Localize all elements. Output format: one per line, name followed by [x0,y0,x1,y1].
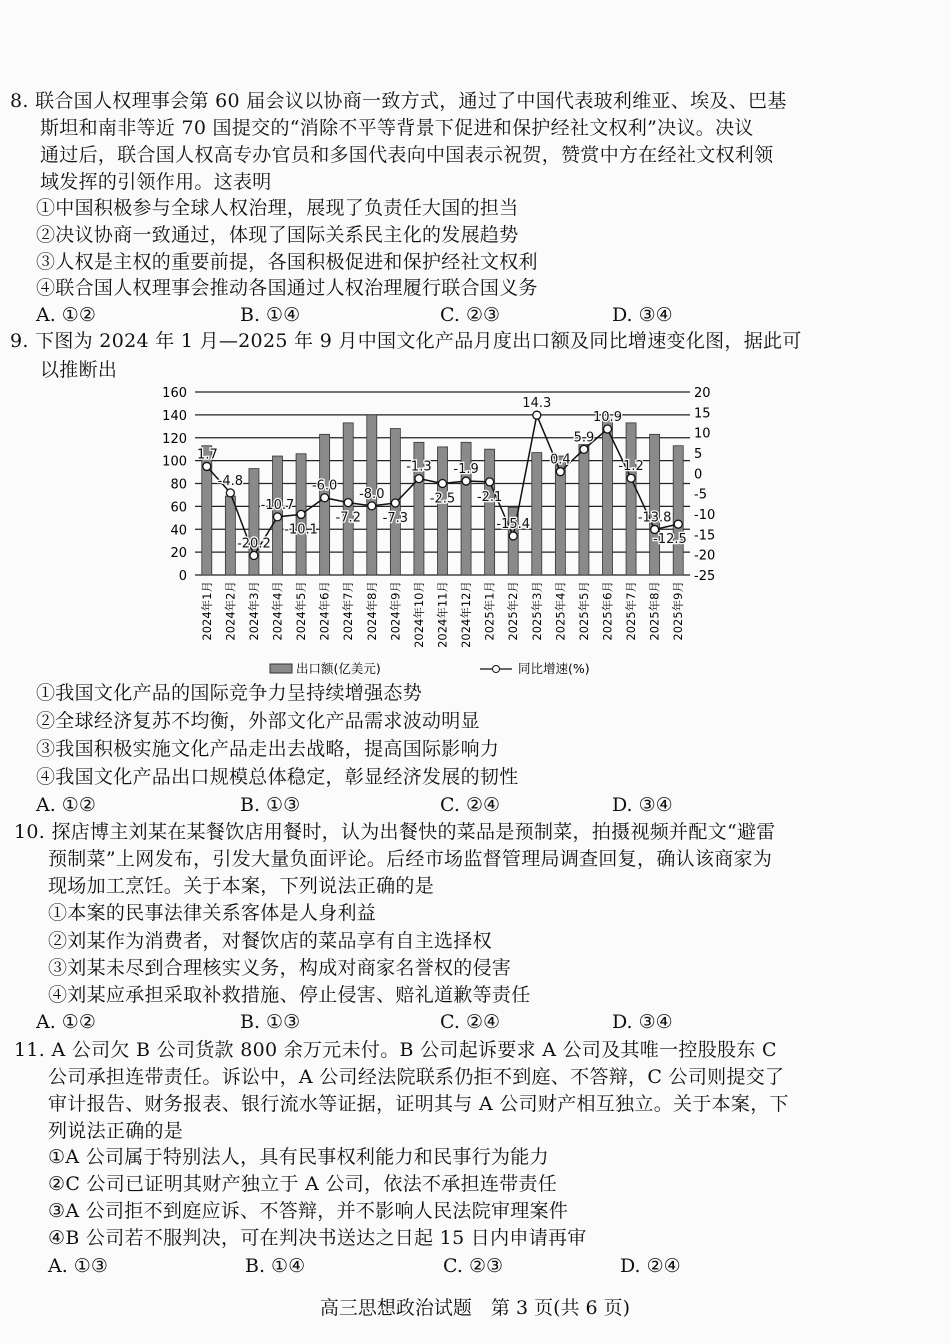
bar-export [485,449,495,575]
x-tick-label: 2024年8月 [364,581,379,641]
x-tick-label: 2025年5月 [576,581,591,641]
left-tick-label: 40 [170,523,187,539]
growth-point [344,499,352,507]
growth-point [439,480,447,488]
growth-point [226,489,234,497]
question-text-line: 斯坦和南非等近 70 国提交的“消除不平等背景下促进和保护经社文权利”决议。决议 [40,117,754,139]
growth-data-label: 14.3 [522,396,552,412]
statement-item: ③刘某未尽到合理核实义务，构成对商家名誉权的侵害 [48,957,512,979]
answer-option[interactable]: B. ①④ [240,304,301,326]
growth-data-label: -8.0 [359,486,385,502]
answer-option[interactable]: C. ②④ [440,794,501,816]
right-tick-label: -10 [694,508,716,523]
x-tick-label: 2025年7月 [624,581,639,641]
growth-data-label: -10.1 [284,522,318,538]
growth-point [462,477,470,485]
growth-data-label: 5.9 [573,430,595,446]
statement-item: ③我国积极实施文化产品走出去战略，提高国际影响力 [36,738,500,760]
growth-data-label: 1.7 [197,447,218,463]
statement-item: ④B 公司若不服判决，可在判决书送达之日起 15 日内申请再审 [48,1227,587,1249]
left-tick-label: 100 [162,454,187,470]
left-tick-label: 60 [170,500,187,516]
growth-point [509,532,517,540]
left-tick-label: 0 [178,569,187,584]
statement-item: ①本案的民事法律关系客体是人身利益 [48,902,377,924]
left-tick-label: 20 [170,546,187,562]
answer-option[interactable]: B. ①③ [240,794,301,816]
left-tick-label: 120 [162,431,187,447]
bar-export [626,423,636,575]
answer-option[interactable]: D. ③④ [612,794,673,816]
growth-data-label: -6.0 [311,478,338,494]
x-tick-label: 2024年5月 [294,581,309,641]
growth-point [391,499,399,507]
right-tick-label: 10 [694,426,711,442]
growth-data-label: -12.5 [653,532,687,548]
statement-item: ①我国文化产品的国际竞争力呈持续增强态势 [36,682,423,704]
growth-point [580,445,588,453]
answer-options [0,1255,950,1277]
question-text-line: 9. 下图为 2024 年 1 月—2025 年 9 月中国文化产品月度出口额及同比增速变化图，据此可 [10,330,802,352]
x-tick-label: 2025年6月 [600,581,615,641]
growth-point [297,510,305,518]
x-tick-label: 2024年12月 [459,581,474,648]
statement-item: ③人权是主权的重要前提，各国积极促进和保护经社文权利 [36,251,538,273]
statement-item: ③A 公司拒不到庭应诉、不答辩，并不影响人民法院审理案件 [48,1200,569,1222]
bar-export [320,434,330,575]
right-tick-label: -15 [694,528,716,544]
statement-item: ④我国文化产品出口规模总体稳定，彰显经济发展的韧性 [36,766,519,788]
question-text-line: 列说法正确的是 [48,1120,184,1142]
statement-item: ②C 公司已证明其财产独立于 A 公司，依法不承担连带责任 [48,1173,558,1195]
legend-bar-swatch [270,664,292,673]
question-text-line: 10. 探店博主刘某在某餐饮店用餐时，认为出餐快的菜品是预制菜，拍摄视频并配文“避雷 [14,821,776,843]
left-tick-label: 160 [162,386,187,401]
answer-option[interactable]: B. ①③ [240,1011,301,1033]
left-tick-label: 80 [170,477,187,493]
growth-point [368,502,376,510]
growth-data-label: -1.3 [406,459,432,475]
growth-point [415,475,423,483]
right-tick-label: -5 [694,487,707,503]
statement-item: ①A 公司属于特别法人，具有民事权利能力和民事行为能力 [48,1146,549,1168]
answer-option[interactable]: B. ①④ [245,1255,306,1277]
answer-option[interactable]: A. ①③ [48,1255,108,1277]
x-tick-label: 2024年1月 [199,581,214,641]
statement-item: ②全球经济复苏不均衡，外部文化产品需求波动明显 [36,710,480,732]
bar-export [650,434,660,575]
growth-data-label: -7.2 [335,510,361,526]
bar-export [438,447,448,575]
answer-option[interactable]: A. ①② [36,1011,96,1033]
legend-line-label: 同比增速(%) [518,661,590,676]
x-tick-label: 2024年4月 [270,581,285,641]
question-text-line: 11. A 公司欠 B 公司货款 800 余万元未付。B 公司起诉要求 A 公司及其唯一控股股东 C [14,1039,777,1061]
x-tick-label: 2025年1月 [482,581,497,641]
x-tick-label: 2024年6月 [317,581,332,641]
growth-data-label: -20.2 [237,536,271,552]
growth-point [627,474,635,482]
page-footer: 高三思想政治试题 第 3 页(共 6 页) [319,1297,631,1319]
question-text-line: 预制菜”上网发布，引发大量负面评论。后经市场监督管理局调查回复，确认该商家为 [48,848,773,870]
statement-item: ④联合国人权理事会推动各国通过人权治理履行联合国义务 [36,277,538,299]
x-tick-label: 2025年8月 [647,581,662,641]
answer-option[interactable]: A. ①② [36,304,96,326]
answer-option[interactable]: D. ③④ [612,1011,673,1033]
export-chart [150,380,750,680]
right-tick-label: 5 [694,447,703,462]
growth-point [604,425,612,433]
question-text-line: 以推断出 [40,359,118,381]
x-tick-label: 2025年4月 [553,581,568,641]
bar-export [532,453,542,575]
growth-point [486,478,494,486]
bar-export [673,446,683,575]
growth-data-label: 10.9 [593,410,622,426]
answer-option[interactable]: D. ②④ [620,1255,681,1277]
statement-item: ④刘某应承担采取补救措施、停止侵害、赔礼道歉等责任 [48,984,531,1006]
right-tick-label: 20 [694,386,711,401]
answer-option[interactable]: A. ①② [36,794,96,816]
answer-option[interactable]: C. ②③ [443,1255,504,1277]
growth-point [556,468,564,476]
question-text-line: 公司承担连带责任。诉讼中，A 公司经法院联系仍拒不到庭、不答辩，C 公司则提交了 [48,1066,785,1088]
statement-item: ②刘某作为消费者，对餐饮店的菜品享有自主选择权 [48,930,492,952]
growth-point [533,411,541,419]
x-tick-label: 2024年11月 [435,581,450,648]
growth-data-label: -13.8 [637,510,672,526]
legend-line-marker [493,666,500,673]
legend-bar-label: 出口额(亿美元) [296,661,381,676]
answer-options [0,794,950,816]
x-tick-label: 2024年7月 [341,581,356,641]
growth-point [274,513,282,521]
growth-point [674,520,682,528]
x-tick-label: 2025年9月 [671,581,686,641]
answer-options [0,1011,950,1033]
growth-data-label: -7.3 [382,511,409,527]
x-tick-label: 2024年9月 [388,581,403,641]
answer-option[interactable]: C. ②④ [440,1011,501,1033]
right-tick-label: -25 [694,569,716,584]
question-text-line: 域发挥的引领作用。这表明 [40,171,272,193]
left-tick-label: 140 [162,408,187,424]
question-text-line: 现场加工烹饪。关于本案，下列说法正确的是 [48,875,435,897]
growth-data-label: -2.5 [429,491,456,507]
x-tick-label: 2024年2月 [223,581,238,641]
growth-data-label: 0.4 [550,452,571,468]
bar-export [225,496,235,575]
growth-data-label: -2.1 [476,489,503,505]
answer-options [0,304,950,326]
question-text-line: 审计报告、财务报表、银行流水等证据，证明其与 A 公司财产相互独立。关于本案，下 [48,1093,789,1115]
question-text-line: 8. 联合国人权理事会第 60 届会议以协商一致方式，通过了中国代表玻利维亚、埃及、巴基 [10,90,787,112]
growth-data-label: -1.2 [618,459,644,475]
growth-point [203,462,211,470]
growth-data-label: -10.7 [260,497,295,513]
answer-option[interactable]: D. ③④ [612,304,673,326]
bar-export [579,445,589,575]
statement-item: ②决议协商一致通过，体现了国际关系民主化的发展趋势 [36,224,519,246]
right-tick-label: 0 [694,467,703,483]
growth-data-label: -4.8 [217,473,244,489]
growth-data-label: -15.4 [496,516,531,532]
x-tick-label: 2024年10月 [411,581,426,648]
answer-option[interactable]: C. ②③ [440,304,501,326]
statement-item: ①中国积极参与全球人权治理，展现了负责任大国的担当 [36,197,519,219]
x-tick-label: 2025年2月 [506,581,521,641]
x-tick-label: 2025年3月 [529,581,544,641]
growth-point [321,494,329,502]
bar-export [603,418,613,575]
right-tick-label: 15 [694,406,711,422]
x-tick-label: 2024年3月 [246,581,261,641]
growth-data-label: -1.9 [453,462,479,478]
question-text-line: 通过后，联合国人权高专办官员和多国代表向中国表示祝贺，赞赏中方在经社文权利领 [40,144,774,166]
right-tick-label: -20 [694,548,716,564]
growth-point [250,551,258,559]
